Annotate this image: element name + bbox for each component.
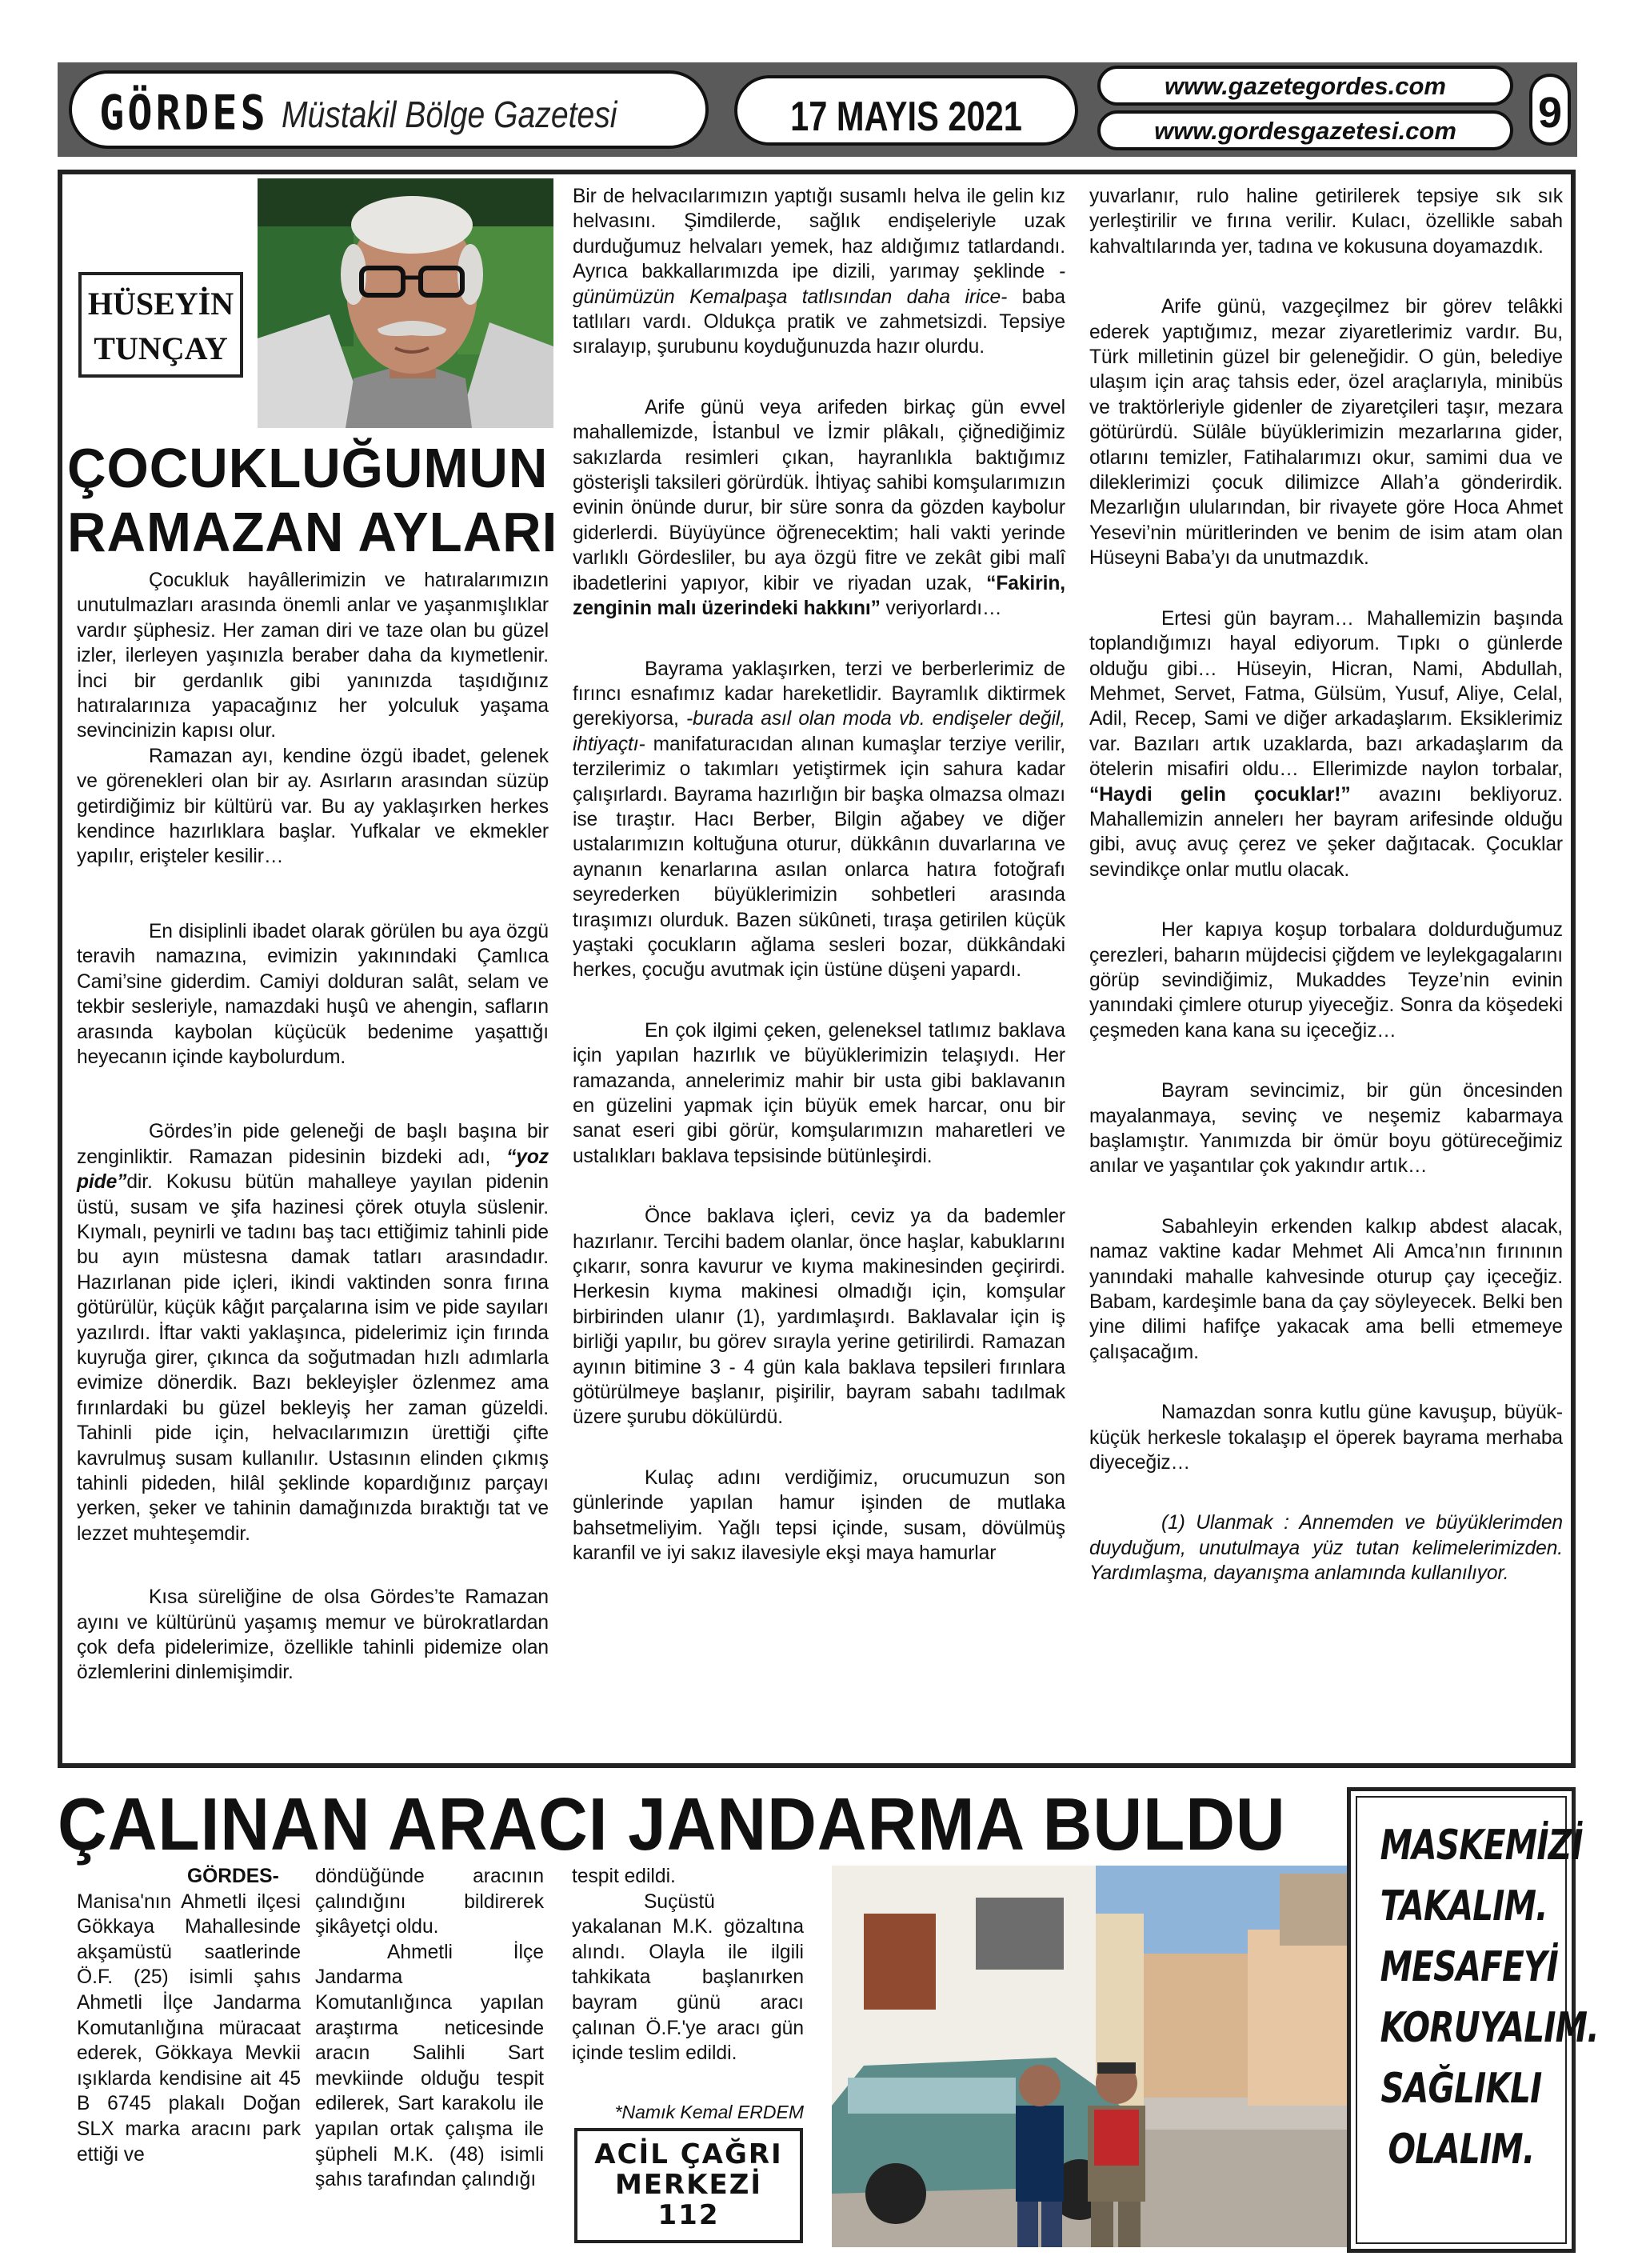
brand-pill xyxy=(69,70,709,149)
paragraph xyxy=(77,1864,301,2167)
paragraph: döndüğünde aracının çalındığını bildirerek şikâyetçi oldu. xyxy=(315,1866,544,1938)
author-portrait-image xyxy=(258,178,553,428)
paragraph: tespit edildi. xyxy=(572,1866,676,1887)
paragraph: Sabahleyin erkenden kalkıp abdest alacak, namaz vaktine kadar Mehmet Ali Amca’nın fırınının yanındaki mahalle kahvesinde oturup çay içeceğiz. Babam, kardeşimle bana da çay söyleyecek. Belki ben yine dilimi hafifçe yakacak ama belli etmemeye çalışacağım. xyxy=(1089,1215,1563,1363)
news-column-2 xyxy=(315,1864,544,2193)
article-title-line-2: RAMAZAN AYLARI xyxy=(67,501,558,563)
website-link-1[interactable]: www.gazetegordes.com xyxy=(1165,72,1446,100)
emergency-number: 112 xyxy=(657,2199,720,2231)
article-column-2 xyxy=(573,184,1065,1566)
paragraph: Bayram sevincimiz, bir gün öncesinden mayalanmaya, sevinç ve neşemiz kabarmaya başlamıştır. Yanımızda bir ömür boyu götüreceğimiz anılar ve yaşantılar çok yakındır artık… xyxy=(1089,1080,1563,1178)
text-run: dir. Kokusu bütün mahalleye yayılan pidenin üstü, susam ve şifa hazinesi çörek otuyla süslenir. Kıymalı, peynirli ve tadını baş tacı ettiğimiz tahinli pide bu ayın müstesna damak tatları arasındadır. Hazırlanan pide içleri, ikindi vaktinden sonra fırına götürülür, küçük kâğıt parçalarına isim ve pide sayıları yazılırdı. İftar vakti yaklaşınca, pidelerimiz için fırında kuyruğa girer, çıkınca da soğutmadan hızlı adımlarla evimize dönerdik. Bazı bekleyişler özlenmez ama fırınlardaki bu güzel bekleyiş her zaman güzeldi. Tahinli pide için, helvacılarımızın ürettiği çifte kavrulmuş susam kullanılır. Ustasının elinden çıkmış tahinli pideden, hilâl şeklinde kopardığınız parçayı yerken, şeker ve tahinin damağınızda bıraktığı tat ve lezzet muhteşemdir. xyxy=(77,1171,549,1545)
dateline: GÖRDES- xyxy=(187,1866,279,1887)
text-run: baba tatlıları vardı. Oldukça pratik ve zahmetsizdi. Tepsiye sıralayıp, şurubunu koyduğunuzda hazır olurdu. xyxy=(573,286,1066,358)
paragraph xyxy=(573,395,1065,622)
paragraph: Suçüstü yakalanan M.K. gözaltına alındı. Olayla ile ilgili tahkikata başlanırken bayram günü aracı çalınan Ö.F.'ye aracı gün içinde teslim edildi. xyxy=(572,1890,804,2065)
paragraph: Ahmetli İlçe Jandarma Komutanlığınca yapılan araştırma neticesinde aracın Salihli Sart mevkiinde olduğu tespit edilerek, Sart karakolu ile yapılan ortak çalışma ile şüpheli M.K. (48) isimli şahıs tarafından çalındığı xyxy=(315,1941,544,2191)
article-column-1 xyxy=(77,568,549,1686)
paragraph: Kısa süreliğine de olsa Gördes’te Ramazan ayını ve kültürünü yaşamış memur ve bürokratlardan çok defa pidelerimize, özellikle tahinli pidemize olan özlemlerini dinlemişimdir. xyxy=(77,1586,549,1684)
text-run: Manisa'nın Ahmetli ilçesi Gökkaya Mahallesinde akşamüstü saatlerinde Ö.F. (25) isimli şahıs Ahmetli İlçe Jandarma Komutanlığına müracaat ederek, Gökkaya Mevkii ışıklarda kendisine ait 45 B 6745 plakalı Doğan SLX marka aracını park ettiği ve xyxy=(77,1890,301,2166)
paragraph xyxy=(573,184,1065,360)
paragraph: Ramazan ayı, kendine özgü ibadet, gelenek ve görenekleri olan bir ay. Asırların arasından süzüp getirdiğimiz bir kültürü var. Bu ay yaklaşırken herkes kendince hazırlıklara başlar. Yufkalar ve ekmekler yapılır, erişteler kesilir… xyxy=(77,745,549,868)
brand-name: GÖRDES xyxy=(99,86,269,142)
emergency-line-1: ACİL ÇAĞRI xyxy=(594,2138,783,2170)
website-link-2[interactable]: www.gordesgazetesi.com xyxy=(1154,117,1456,145)
author-name-box xyxy=(78,272,243,378)
mask-notice-line-1: MASKEMİZİ xyxy=(1380,1822,1583,1870)
mask-awareness-inner-frame xyxy=(1356,1796,1599,2244)
page-number-pill xyxy=(1529,74,1571,146)
author-photo xyxy=(258,178,553,428)
mask-notice-line-5: SAĞLIKLI xyxy=(1380,2065,1542,2113)
paragraph: Arife günü, vazgeçilmez bir görev telâkki ederek yaptığımız, mezar ziyaretlerimiz vardır. Bu, Türk milletinin güzel bir geleneğidir. O gün, belediye ulaşım için araç tahsis eder, özel araçlarıyla, minibüs ve traktörleriyle gidenler de ziyaretçileri taşır, mezara götürürdü. Sülâle büyüklerimizin mezarlarına gider, otlarını temizler, Fatihalarımızı okur, samimi dua ve dileklerimizi çocuk dilimizce Allah’a gönderirdik. Mezarlığın ulularından, bir rivayete göre Hoca Ahmet Yesevi’nin müritlerinden ve benim de isim atam olan Hüseyni Baba’yı da unutmazdık. xyxy=(1089,296,1563,570)
issue-date: 17 MAYIS 2021 xyxy=(790,94,1022,140)
paragraph: yuvarlanır, rulo haline getirilerek tepsiye sık sık yerleştirilir ve fırına verilir. Kulacı, özellikle sabah kahvaltılarında yer, tadına ve kokusuna doyamazdık. xyxy=(1089,186,1563,258)
text-run: Bayrama yaklaşırken, terzi ve berberlerimiz de fırıncı esnafımız kadar hareketlidir. Bayramlık diktirmek gerekiyorsa, xyxy=(573,658,1065,730)
emergency-call-box xyxy=(574,2128,803,2243)
text-run: Ertesi gün bayram… Mahallemizin başında toplandığımızı hayal ediyorum. Tıpkı o günlerde olduğu gibi… Hüseyin, Hicran, Nami, Abdullah, Mehmet, Servet, Fatma, Gülsüm, Yusuf, Aliye, Celal, Adil, Recep, Sami ve diğer arkadaşlarım. Eksiklerimiz var. Bazıları artık uzaklarda, bazı arkadaşlarım da ötelerin misafiri oldu… Ellerimizde naylon torbalar, xyxy=(1089,607,1563,781)
paragraph: Önce baklava içleri, ceviz ya da bademler hazırlanır. Tercihi badem olanlar, önce haşlar, kabuklarını çıkarır, sonra kavurur ve kıyma makinesinden geçirirdi. Herkesin kıyma makinesi olmadığı için, komşular birbirinden ulanır (1), yardımlaşırdı. Baklavalar için iş birliği yapılır, bu görev sırayla yerine getirilirdi. Ramazan ayının bitimine 3 - 4 gün kala baklava tepsileri fırınlara götürülmeye başlanır, pişirilir, bayram sabahı tadılmak üzere şurubu dökülürdü. xyxy=(573,1206,1065,1429)
paragraph: Kulaç adını verdiğimiz, orucumuzun son günlerinde yapılan hamur işinden de mutlaka bahsetmeliyim. Yağlı tepsi içinde, susam, dövülmüş karanfil ve iyi sakız ilavesiyle ekşi maya hamurlar xyxy=(573,1466,1065,1565)
article-column-3 xyxy=(1089,184,1563,1586)
website-pill-2 xyxy=(1097,110,1513,150)
paragraph xyxy=(573,657,1065,983)
reporter-byline: *Namık Kemal ERDEM xyxy=(614,2102,804,2122)
italic-text: -günümüzün Kemalpaşa tatlısından daha irice- xyxy=(573,261,1065,308)
page-number: 9 xyxy=(1537,89,1563,137)
mask-notice-line-6: OLALIM. xyxy=(1388,2126,1535,2174)
paragraph: Namazdan sonra kutlu güne kavuşup, büyük-küçük herkesle tokalaşıp el öperek bayrama merhaba diyeceğiz… xyxy=(1089,1402,1563,1474)
news-headline: ÇALINAN ARACI JANDARMA BULDU xyxy=(58,1782,1286,1866)
mask-notice-line-3: MESAFEYİ xyxy=(1380,1943,1558,1991)
emergency-line-2: MERKEZİ xyxy=(614,2169,763,2201)
author-first-name: HÜSEYİN xyxy=(87,286,234,322)
mask-notice-line-2: TAKALIM. xyxy=(1380,1882,1548,1930)
text-run: Arife günü veya arifeden birkaç gün evvel mahallemizde, İstanbul ve İzmir plâkalı, çiğnediğimiz sakızlarda resimleri çıkan, hayranlıkla baktığımız gösterişli taksileri görürdük. İhtiyaç sahibi komşularımızın evinin önünde durur, bir süre sonra da gözden kaybolur giderlerdi. Büyüyünce öğrenecektim; hali vakti yerinde varlıklı Gördesliler, bu aya özgü fitre ve zekât gibi malî ibadetlerini yapıyor, kibir ve riyadan uzak, xyxy=(573,396,1065,594)
paragraph xyxy=(1089,606,1563,882)
text-run: veriyorlardı… xyxy=(880,598,1002,620)
news-column-3 xyxy=(572,1864,804,2066)
article-title-line-1: ÇOCUKLUĞUMUN xyxy=(67,437,549,499)
date-pill xyxy=(734,75,1078,146)
text-run: avazını bekliyoruz. Mahallemizin annelerı her bayram arifesinde olduğu gibi, avuç avuç çerez ve şeker dağıtacak. Çocuklar sevindikçe onlar mutlu olacak. xyxy=(1089,783,1563,881)
mask-awareness-box xyxy=(1347,1787,1599,2253)
masthead-band xyxy=(58,62,1577,157)
author-last-name: TUNÇAY xyxy=(94,330,228,366)
paragraph: En disiplinli ibadet olarak görülen bu aya özgü teravih namazına, evimizin yakınındaki Çamlıca Cami’sine giderdim. Camiyi dolduran salât, selam ve tekbir sesleriyle, namazdaki huşû ve ahengin, safların arasında kaybolan küçücük bedenime yaşattığı heyecanın içinde kaybolurdum. xyxy=(77,920,549,1068)
text-run: manifaturacıdan alınan kumaşlar terziye verilir, terzilerimiz o takımları yetiştirmek için sahura kadar çalışırlardı. Bayrama hazırlığın bir başka olmazsa olmazı ise tıraştır. Hacı Berber, Bilgin ağabey ve diğer ustalarımızın koltuğuna oturur, dükkânın duvarlarına ve aynanın kenarlarına asılan onlarca hatıra fotoğrafı seyrederken büyüklerimizin sohbetleri arasında tıraşımızı olurduk. Bazen sükûneti, tıraşa getirilen küçük yaştaki çocukların ağlama sesleri bozar, dükkândaki herkes, çocuğu avutmak için üstüne düşeni yapardı. xyxy=(573,733,1065,982)
website-pill-1 xyxy=(1097,66,1513,106)
paragraph xyxy=(77,1119,549,1546)
footnote: (1) Ulanmak : Annemden ve büyüklerimden duyduğum, unutulmaya yüz tutan kelimelerimizden. Yardımlaşma, dayanışma anlamında kullanılıyor. xyxy=(1089,1512,1563,1585)
mask-notice-line-4: KORUYALIM. xyxy=(1380,2004,1599,2052)
emphasized-term: “yoz pide” xyxy=(77,1146,549,1194)
brand-subtitle: Müstakil Bölge Gazetesi xyxy=(282,94,617,135)
news-column-1 xyxy=(77,1864,301,2167)
text-run: Bir de helvacılarımızın yaptığı susamlı helva ile gelin kız helvasını. Şimdilerde, sağlık endişeleriyle uzak durduğumuz helvaları yemek, haz aldığımız tatlardandı. Ayrıca bakkallarımızda ipe dizili, yarımay şeklinde xyxy=(573,186,1065,283)
paragraph: En çok ilgimi çeken, geleneksel tatlımız baklava için yapılan hazırlık ve büyüklerimizin telaşıydı. Her ramazanda, annelerimiz mahir bir usta gibi baklavanın en güzelini yapmak için büyük emek harcar, onu bir sanat eseri gibi görür, komşularımızın maharetleri ve ustalıkları baklava tepsisinde bütünleşirdi. xyxy=(573,1019,1065,1167)
news-photo xyxy=(832,1866,1348,2247)
paragraph: Çocukluk hayâllerimizin ve hatıralarımızın unutulmazları arasında önemli anlar ve yaşanmışlıklar vardır şüphesiz. Her zaman diri ve taze olan bu güzel izler, ilerleyen yaşınızla beraber daha da kıymetlenir. İnci bir gerdanlık gibi yanınızda taşıdığınız hatıralarınıza yapacağınız her yolculuk yaşama sevincinizin kapısı olur. xyxy=(77,570,549,742)
bold-quote: “Fakirin, zenginin malı üzerindeki hakkını” xyxy=(573,572,1065,620)
recovered-car-photo xyxy=(832,1866,1348,2247)
text-run: Gördes’in pide geleneği de başlı başına bir zenginliktir. Ramazan pidesinin bizdeki adı, xyxy=(77,1121,549,1168)
paragraph: Her kapıya koşup torbalara doldurduğumuz çerezleri, baharın müjdecisi çiğdem ve leylekgagalarını görüp sevindiğimiz, Mukaddes Teyze’nin evinin yanındaki çimlere oturup yiyeceğiz. Sonra da köşedeki çeşmeden kana kana su içeceğiz… xyxy=(1089,919,1563,1042)
italic-text: -burada asıl olan moda vb. endişeler değil, ihtiyaçtı- xyxy=(573,708,1065,755)
article-title xyxy=(67,436,558,564)
bold-quote: “Haydi gelin çocuklar!” xyxy=(1089,783,1351,806)
